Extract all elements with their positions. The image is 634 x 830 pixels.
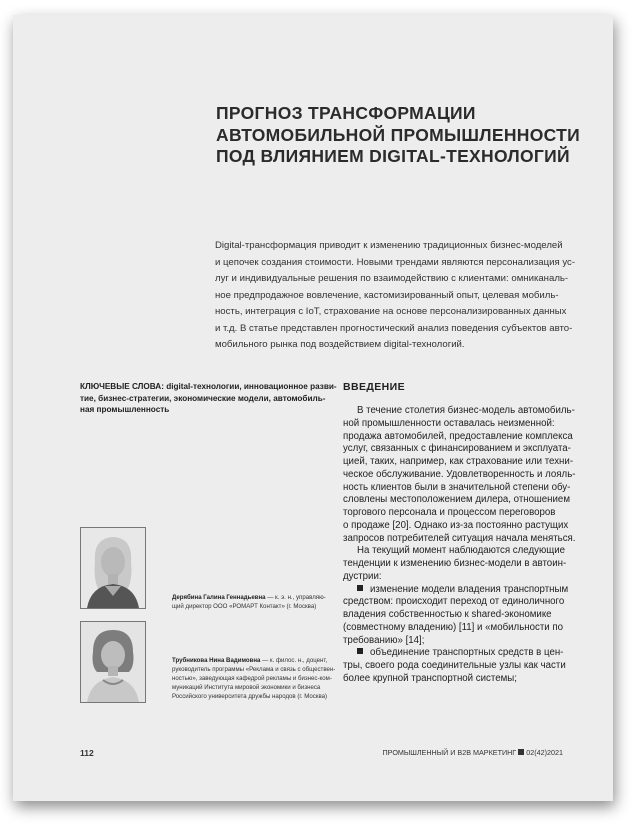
- body-line: владения собственностью к shared-экономике: [343, 609, 552, 620]
- body-line: торгового персонала и процессом переговоров: [343, 507, 556, 518]
- author-info: [172, 593, 332, 611]
- body-line: В течение столетия бизнес-модель автомобиль-: [357, 405, 575, 416]
- abstract-line: и т.д. В статье представлен прогностический анализ поведения субъектов авто-: [215, 322, 573, 334]
- body-line: ческое обслуживание. Удовлетворенность и лояль-: [343, 468, 576, 480]
- abstract-line: и цепочек создания стоимости. Новыми трендами являются персонализация ус-: [215, 256, 576, 268]
- author-role: ностью», заведующая кафедрой рекламы и бизнес-ком-: [172, 675, 332, 682]
- author-role: руководитель программы «Реклама и связь с обществен-: [172, 666, 336, 673]
- abstract: [215, 238, 595, 354]
- keywords: [80, 381, 337, 416]
- body-text: [343, 405, 595, 686]
- keywords-line: тие, бизнес-стратегии, экономические модели, автомобиль-: [80, 393, 326, 403]
- bullet-square-icon: [357, 585, 363, 591]
- body-line: более крупной транспортной системы;: [343, 672, 517, 684]
- square-separator-icon: [518, 749, 524, 755]
- title-line: ПРОГНОЗ ТРАНСФОРМАЦИИ: [216, 103, 476, 123]
- body-line: ность клиентов были в значительной степени обу-: [343, 481, 571, 493]
- author-info: [172, 656, 336, 701]
- title-line: ПОД ВЛИЯНИЕМ DIGITAL-ТЕХНОЛОГИЙ: [216, 146, 570, 166]
- body-line: словлены местоположением дилера, отношением: [343, 494, 570, 506]
- author-role: — к. э. н., управляю-: [267, 594, 326, 601]
- article-title: [216, 103, 596, 168]
- body-line: изменение модели владения транспортным: [370, 583, 569, 595]
- bullet-item: [343, 584, 595, 597]
- body-line: дустрии:: [343, 570, 382, 582]
- author-role: Российского университета дружбы народов (г. Москва): [172, 693, 328, 700]
- journal-page: [13, 15, 613, 801]
- abstract-line: ность, интеграция с IoT, страхование на основе персонализированных данных: [215, 306, 567, 317]
- body-line: (совместному владению) [11] и «мобильности по: [343, 621, 564, 633]
- page-number: 112: [80, 748, 94, 758]
- abstract-line: мобильного рынка под воздействием digital-технологий.: [215, 339, 465, 350]
- abstract-line: ное предпродажное вовлечение, кастомизированный опыт, целевая мобиль-: [215, 289, 559, 301]
- body-line: На текущий момент наблюдаются следующие: [357, 545, 566, 557]
- keywords-line: КЛЮЧЕВЫЕ СЛОВА: digital-технологии, инновационное разви-: [80, 382, 337, 391]
- body-line: продажа автомобилей, предоставление комплекса: [343, 430, 573, 442]
- title-line: АВТОМОБИЛЬНОЙ ПРОМЫШЛЕННОСТИ: [216, 124, 581, 145]
- body-line: тры, своего рода соединительные узлы как части: [343, 660, 566, 671]
- body-line: услуг, связанных с финансированием и эксплуата-: [343, 443, 571, 455]
- author-role: щий директор ООО «РОМАРТ Контакт» (г. Москва): [172, 603, 317, 610]
- body-line: средством: происходит переход от единоличного: [343, 596, 565, 608]
- abstract-line: луг и индивидуальные решения по взаимодействию с клиентами: омниканаль-: [215, 273, 569, 284]
- author-role: — к. филос. н., доцент,: [262, 657, 328, 664]
- journal-footer: [383, 748, 563, 757]
- body-line: объединение транспортных средств в цен-: [370, 647, 564, 659]
- author-role: муникаций Института мировой экономики и бизнеса: [172, 684, 321, 691]
- abstract-line: Digital-трансформация приводит к изменению традиционных бизнес-моделей: [215, 240, 563, 251]
- body-line: цией, таких, например, как страхование или техни-: [343, 456, 574, 467]
- journal-name: ПРОМЫШЛЕННЫЙ И B2B МАРКЕТИНГ: [382, 748, 517, 757]
- author-name: Дерябина Галина Геннадьевна: [172, 594, 266, 601]
- author-photo: [80, 621, 146, 703]
- keywords-line: ная промышленность: [80, 405, 170, 414]
- bullet-square-icon: [357, 648, 363, 654]
- body-line: требованию» [14];: [343, 634, 425, 646]
- body-line: тенденции к изменению бизнес-модели в автоин-: [343, 558, 567, 569]
- author-name: Трубникова Нина Вадимовна: [172, 657, 261, 664]
- bullet-item: [343, 647, 595, 660]
- body-line: о продаже [20]. Однако из-за постоянно растущих: [343, 519, 569, 531]
- body-line: ной промышленности оставалась неизменной:: [343, 417, 555, 429]
- body-line: запросов потребителей ситуация начала меняться.: [343, 532, 576, 544]
- author-photo: [80, 527, 146, 609]
- section-heading: ВВЕДЕНИЕ: [343, 381, 405, 393]
- issue-number: 02(42)2021: [526, 748, 563, 757]
